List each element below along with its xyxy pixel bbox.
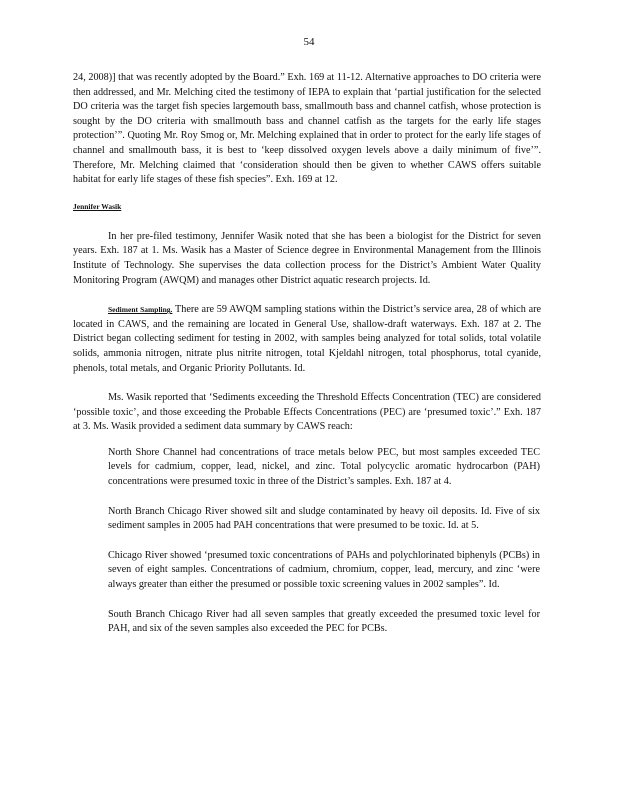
paragraph-wasik-background: In her pre-filed testimony, Jennifer Wasik noted that she has been a biologist for the District for seven years. Exh. 187 at 1. Ms. Wasik has a Master of Science degree in Environmental Management from the Illinois Institute of Technology. She supervises the data collection process for the District’s Ambient Water Quality Monitoring Program (AWQM) and manages other District aquatic research projects. Id. [73, 230, 541, 286]
paragraph-sediment-summary: Ms. Wasik reported that ‘Sediments exceeding the Threshold Effects Concentration (TEC) are considered ‘possible toxic’, and those exceeding the Probable Effects Concentrations (PEC) are ‘presumed toxic’.” Exh. 187 at 3. Ms. Wasik provided a sediment data summary by CAWS reach: [73, 392, 541, 433]
section-heading-jennifer-wasik: Jennifer Wasik [73, 201, 122, 211]
paragraph-sediment-sampling [73, 303, 541, 376]
quote-chicago-river: Chicago River showed ‘presumed toxic concentrations of PAHs and polychlorinated biphenyls (PCBs) in seven of eight samples. Concentrations of cadmium, chromium, copper, lead, mercury, and zinc ‘were always greater than either the presumed or possible toxic screening values in 2002 samples”. Id. [108, 549, 540, 591]
quote-south-branch-chicago-river: South Branch Chicago River had all seven samples that greatly exceeded the presumed toxic level for PAH, and six of the seven samples also exceeded the PEC for PCBs. [108, 608, 540, 635]
document-body [73, 71, 541, 637]
quote-north-branch-chicago-river: North Branch Chicago River showed silt and sludge contaminated by heavy oil deposits. Id. Five of six sediment samples in 2005 had PAH concentrations that were presumed to be toxic. Id. at 5. [108, 505, 540, 532]
paragraph-melching-testimony: 24, 2008)] that was recently adopted by the Board.” Exh. 169 at 11-12. Alternative approaches to DO criteria were then addressed, and Mr. Melching cited the testimony of IEPA to explain that ‘partial justification for the selected DO criteria was the target fish species largemouth bass, smallmouth bass and channel catfish, whose protection is sought by the DO criteria with smallmouth bass and channel catfish as the targets for the early life stages protection’”. Quoting Mr. Roy Smog or, Mr. Melching explained that in order to protect for the early life stages of channel and smallmouth bass, it is best to ‘keep dissolved oxygen levels above a daily minimum of five’”. Therefore, Mr. Melching claimed that ‘consideration should then be given to whether CAWS offers suitable habitat for early life stages of these fish species”. Exh. 169 at 12. [73, 72, 541, 186]
page-number: 54 [303, 36, 315, 48]
subheading-sediment-sampling: Sediment Sampling. [108, 305, 173, 315]
sediment-sampling-text: There are 59 AWQM sampling stations within the District’s service area, 28 of which are located in CAWS, and the remaining are located in General Use, shallow-draft waterways. Exh. 187 at 2. The District began collecting sediment for testing in 2002, with samples being analyzed for total solids, total volatile solids, ammonia nitrogen, nitrate plus nitrite nitrogen, total Kjeldahl nitrogen, total phosphorus, total cyanide, phenols, total metals, and Organic Priority Pollutants. Id. [73, 304, 541, 374]
quote-north-shore-channel: North Shore Channel had concentrations of trace metals below PEC, but most samples exceeded TEC levels for cadmium, copper, lead, nickel, and zinc. Total polycyclic aromatic hydrocarbon (PAH) concentrations were presumed toxic in three of the District’s samples. Exh. 187 at 4. [108, 446, 540, 488]
